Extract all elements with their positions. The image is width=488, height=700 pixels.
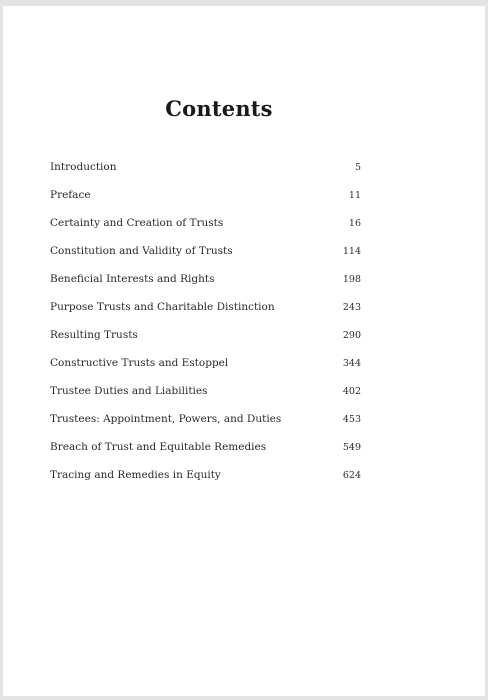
toc-entry-page-number: 402 <box>342 385 361 397</box>
toc-entry <box>50 349 361 377</box>
toc-entry-title: Trustees: Appointment, Powers, and Duties <box>50 413 282 425</box>
toc-entry <box>50 433 361 461</box>
toc-entry <box>50 181 361 209</box>
toc-entry-title: Constitution and Validity of Trusts <box>50 245 233 257</box>
toc-entry-title: Trustee Duties and Liabilities <box>50 385 208 397</box>
toc-entry <box>50 405 361 433</box>
toc-entry-page-number: 198 <box>342 273 361 285</box>
toc-entry-title: Purpose Trusts and Charitable Distinction <box>50 301 275 313</box>
toc-entry <box>50 153 361 181</box>
document-page <box>3 6 485 696</box>
page-title: Contents <box>165 96 273 121</box>
toc-entry-title: Constructive Trusts and Estoppel <box>50 357 229 369</box>
toc-entry <box>50 461 361 489</box>
toc-entry-page-number: 114 <box>342 245 361 257</box>
toc-entry-page-number: 344 <box>342 357 361 369</box>
toc-entry <box>50 293 361 321</box>
toc-entry-page-number: 243 <box>342 301 361 313</box>
toc-entry-title: Introduction <box>50 161 117 173</box>
toc-entry-page-number: 624 <box>342 469 361 481</box>
toc-entry-page-number: 549 <box>342 441 361 453</box>
toc-entry-page-number: 290 <box>342 329 361 341</box>
toc-entry-page-number: 5 <box>354 161 361 173</box>
toc-entry <box>50 321 361 349</box>
toc-entry-title: Beneficial Interests and Rights <box>50 273 215 285</box>
toc-entry-title: Preface <box>50 189 91 201</box>
toc-entry <box>50 237 361 265</box>
toc-entry-title: Certainty and Creation of Trusts <box>50 217 224 229</box>
toc-entry-title: Breach of Trust and Equitable Remedies <box>50 441 267 453</box>
toc-entry-title: Resulting Trusts <box>50 329 138 341</box>
toc-entry <box>50 265 361 293</box>
table-of-contents <box>50 153 361 489</box>
toc-entry-title: Tracing and Remedies in Equity <box>50 469 221 481</box>
toc-entry <box>50 377 361 405</box>
toc-entry-page-number: 453 <box>342 413 361 425</box>
toc-entry-page-number: 11 <box>348 189 361 201</box>
toc-entry <box>50 209 361 237</box>
toc-entry-page-number: 16 <box>348 217 361 229</box>
